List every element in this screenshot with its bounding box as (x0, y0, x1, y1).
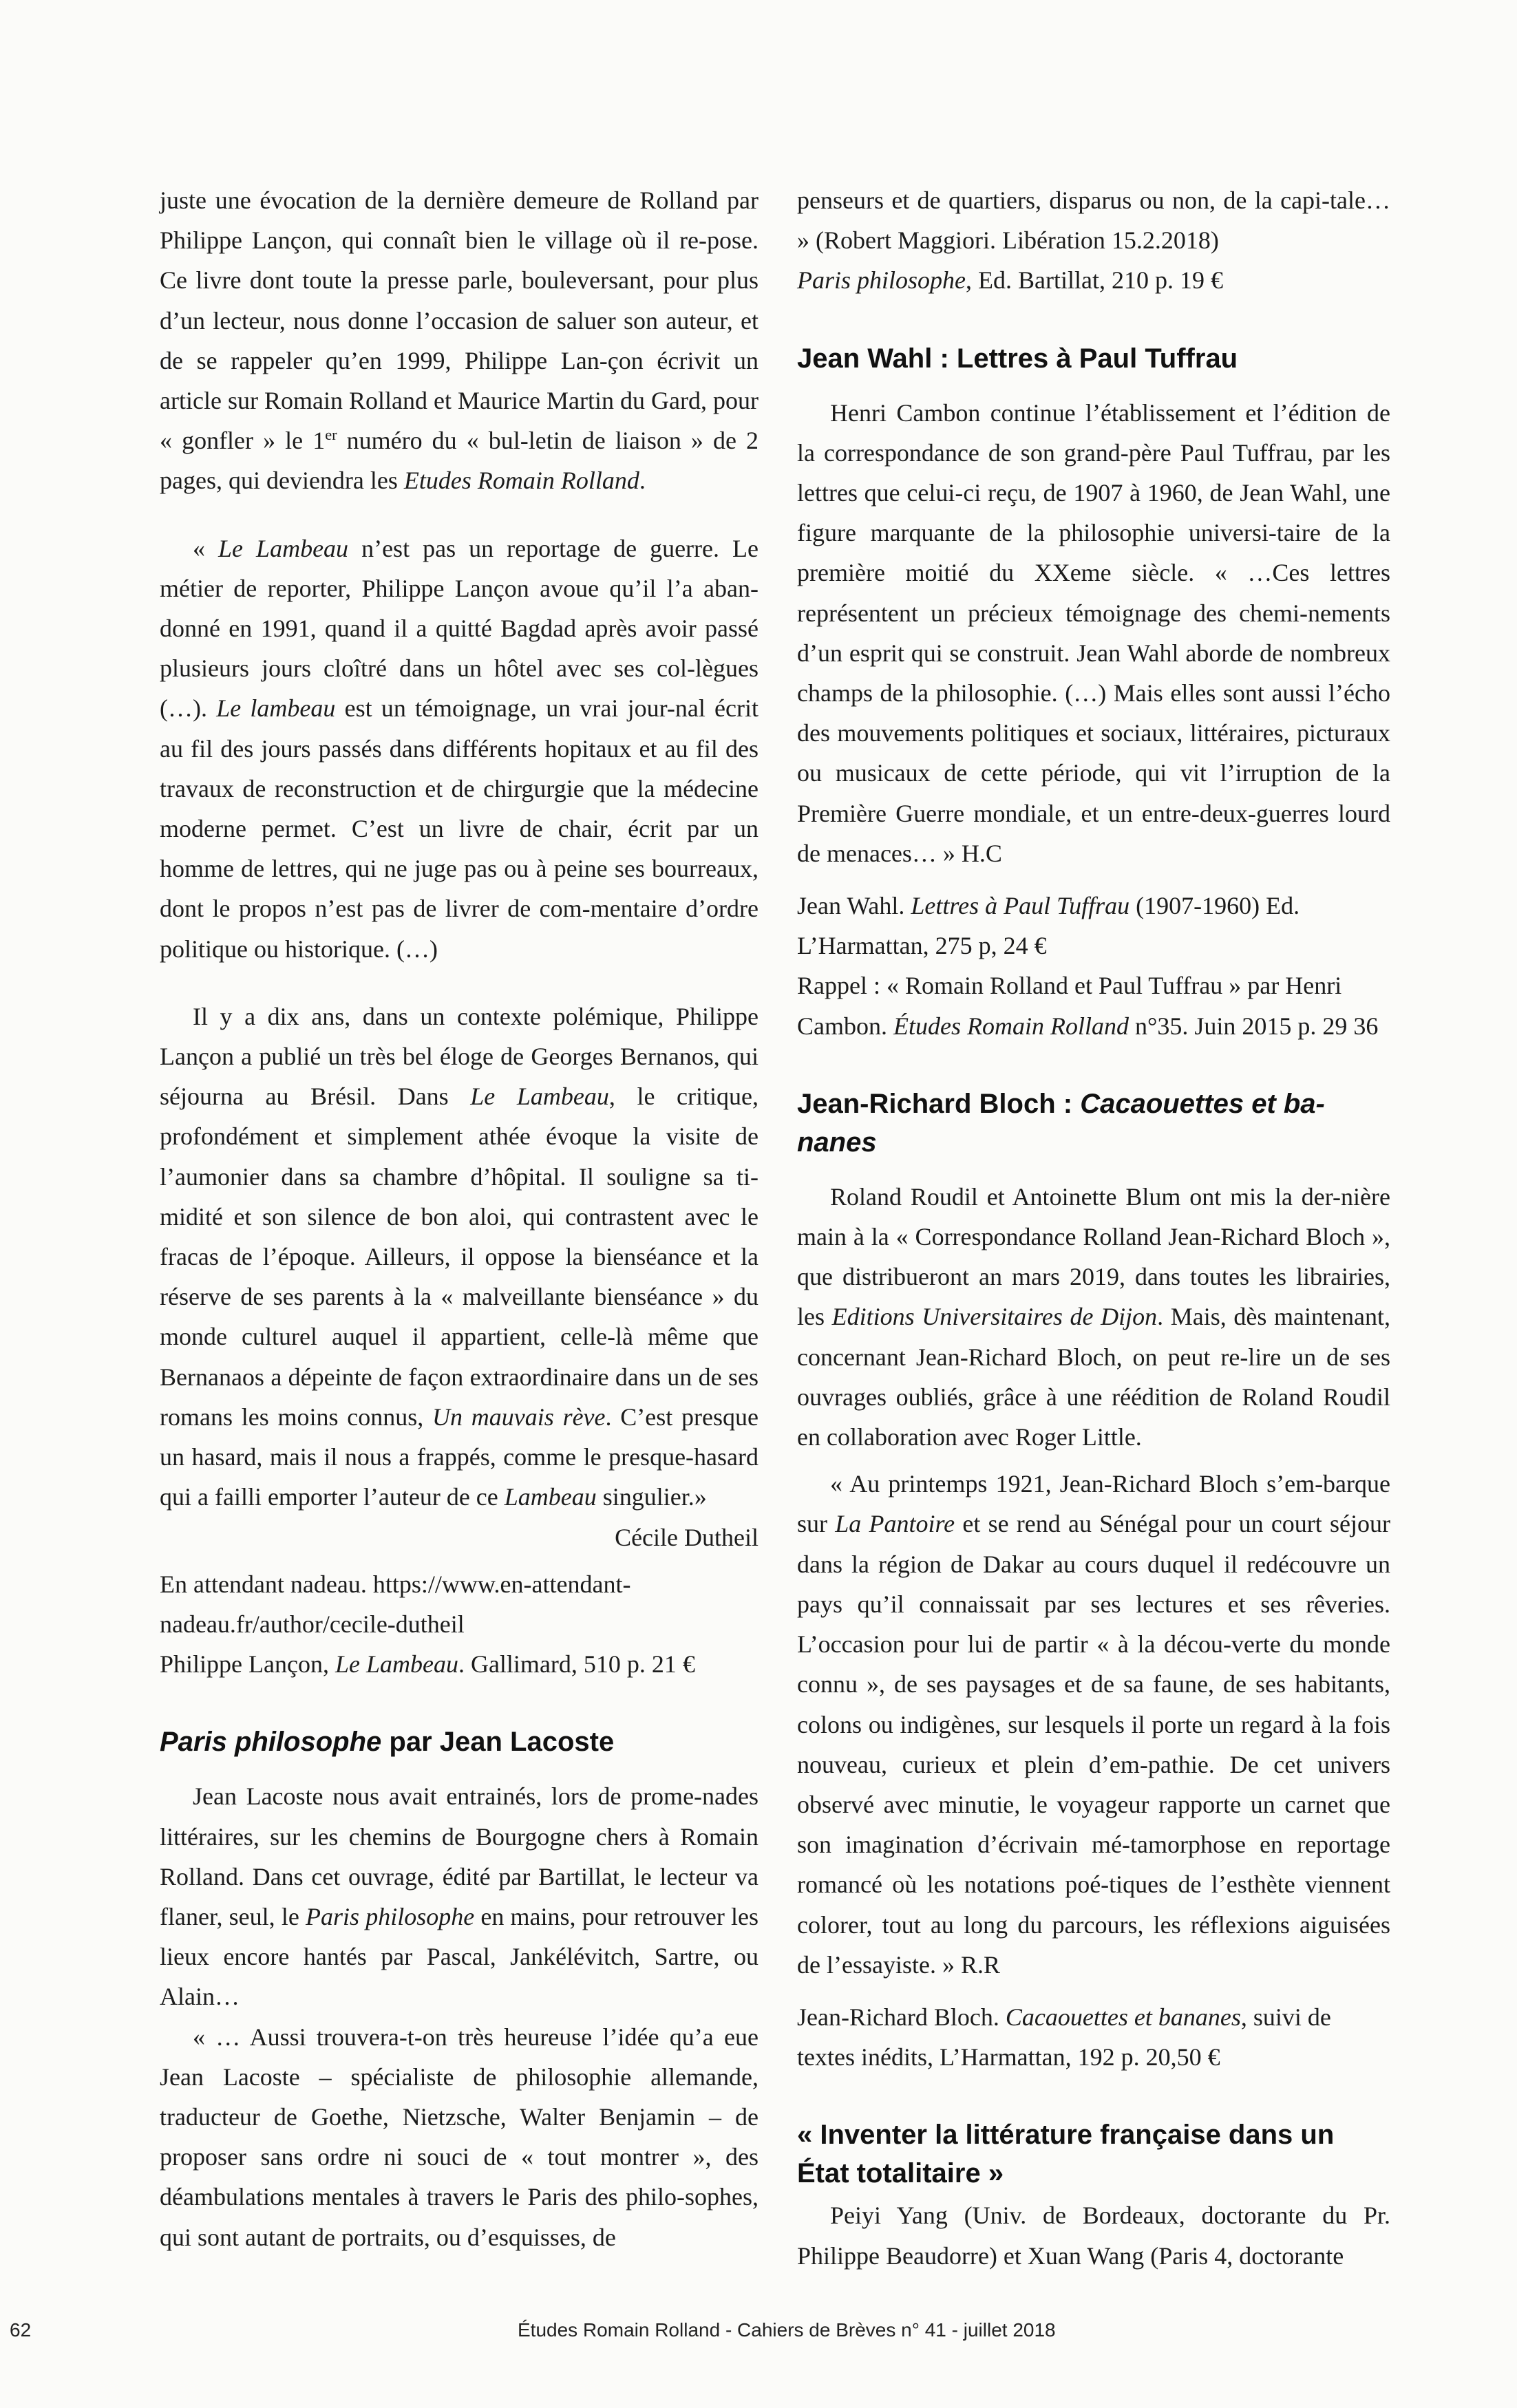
reference-bloch: Jean-Richard Bloch. Cacaouettes et bananes, suivi de textes inédits, L’Harmattan, 192 p. 20,50 € (797, 2003, 1331, 2071)
paragraph-roudil: Roland Roudil et Antoinette Blum ont mis la der-nière main à la « Correspondance Rolland Jean-Richard Bloch », que distribueront an mars 2019, dans toutes les librairies, les Editions Universitaires de Dijon. Mais, dès maintenant, concernant Jean-Richard Bloch, on peut re-lire un de ses ouvrages oubliés, grâce à une réédition de Roland Roudil en collaboration avec Roger Little. (797, 1182, 1390, 1451)
paragraph-maggiori-quote: « … Aussi trouvera-t-on très heureuse l’idée qu’a eue Jean Lacoste – spécialiste de philosophie allemande, traducteur de Goethe, Nietzsche, Walter Benjamin – de proposer sans ordre ni souci de « tout montrer », des déambulations mentales à travers le Paris des philo-sophes, qui sont autant de portraits, ou d’esquisses, de (160, 2023, 758, 2251)
paragraph-bernanos: Il y a dix ans, dans un contexte polémique, Philippe Lançon a publié un très bel éloge de Georges Bernanos, qui séjourna au Brésil. Dans Le Lambeau, le critique, profondément et simplement athée évoque la visite de l’aumonier dans sa chambre d’hôpital. Il souligne sa ti-midité et son silence de bon aloi, qui contrastent avec le fracas de l’époque. Ailleurs, il oppose la bienséance et la réserve de ses parents à la « malveillante bienséance » du monde culturel auquel il appartient, celle-là même que Bernanaos a dépeinte de façon extraordinaire dans un de ses romans les moins connus, Un mauvais rève. C’est presque un hasard, mais il nous a frappés, comme le presque-hasard qui a failli emporter l’auteur de ce Lambeau singulier.» (160, 1002, 758, 1511)
heading-inventer-litterature: « Inventer la littérature française dans un État totalitaire » (797, 2120, 1335, 2189)
paragraph-lancon-intro: juste une évocation de la dernière demeure de Rolland par Philippe Lançon, qui connaît bien le village où il re-pose. Ce livre dont toute la presse parle, bouleversant, pour plus d’un lecteur, nous donne l’occasion de saluer son auteur, et de se rappeler qu’en 1999, Philippe Lan-çon écrivit un article sur Romain Rolland et Maurice Martin du Gard, pour « gonfler » le 1er numéro du « bul-letin de liaison » de 2 pages, qui deviendra les Etudes Romain Rolland. (160, 187, 758, 495)
page-number: 62 (10, 2319, 32, 2341)
left-column (160, 180, 758, 2257)
heading-jean-wahl: Jean Wahl : Lettres à Paul Tuffrau (797, 343, 1238, 374)
paragraph-lambeau-quote: « Le Lambeau n’est pas un reportage de guerre. Le métier de reporter, Philippe Lançon avoue qu’il l’a aban-donné en 1991, quand il a quitté Bagdad après avoir passé plusieurs jours cloîtré dans un hôtel avec ses col-lègues (…). Le lambeau est un témoignage, un vrai jour-nal écrit au fil des jours passés dans différents hopitaux et au fil des travaux de reconstruction et de chirgurgie que la médecine moderne permet. C’est un livre de chair, écrit par un homme de lettres, qui ne juge pas ou à peine ses bourreaux, dont le propos n’est pas de livrer de com-mentaire d’ordre politique ou historique. (…) (160, 534, 759, 963)
reference-lambeau: En attendant nadeau. https://www.en-attendant-nadeau.fr/author/cecile-dutheil Philippe Lançon, Le Lambeau. Gallimard, 510 p. 21 € (160, 1570, 695, 1679)
paragraph-yang-wang: Peiyi Yang (Univ. de Bordeaux, doctorante du Pr. Philippe Beaudorre) et Xuan Wang (Paris 4, doctorante (797, 2202, 1390, 2270)
reference-wahl: Jean Wahl. Lettres à Paul Tuffrau (1907-1960) Ed. L’Harmattan, 275 p, 24 € Rappel : « Romain Rolland et Paul Tuffrau » par Henri Cambon. Études Romain Rolland n°35. Juin 2015 p. 29 36 (797, 892, 1379, 1040)
paragraph-maggiori-continued: penseurs et de quartiers, disparus ou non, de la capi-tale… » (Robert Maggiori. Libération 15.2.2018) (797, 187, 1390, 255)
right-column (797, 180, 1390, 2276)
signature-cecile-dutheil: Cécile Dutheil (615, 1523, 758, 1551)
paragraph-wahl: Henri Cambon continue l’établissement et l’édition de la correspondance de son grand-père Paul Tuffrau, par les lettres que celui-ci reçu, de 1907 à 1960, de Jean Wahl, une figure marquante de la philosophie universi-taire de la première moitié du XXeme siècle. « …Ces lettres représentent un précieux témoignage des chemi-nements d’un esprit qui se construit. Jean Wahl aborde de nombreux champs de la philosophie. (…) Mais elles sont aussi l’écho des mouvements politiques et sociaux, littéraires, picturaux ou musicaux de cette période, qui vit l’irruption de la Première Guerre mondiale, et un entre-deux-guerres lourd de menaces… » H.C (797, 398, 1390, 867)
page-footer (0, 2319, 1517, 2347)
paragraph-lacoste: Jean Lacoste nous avait entrainés, lors de prome-nades littéraires, sur les chemins de Bourgogne chers à Romain Rolland. Dans cet ouvrage, édité par Bartillat, le lecteur va flaner, seul, le Paris philosophe en mains, pour retrouver les lieux encore hantés par Pascal, Jankélévitch, Sartre, ou Alain… (160, 1782, 758, 2011)
reference-paris-philosophe: Paris philosophe, Ed. Bartillat, 210 p. 19 € (797, 266, 1223, 295)
paragraph-bloch-quote: « Au printemps 1921, Jean-Richard Bloch s’em-barque sur La Pantoire et se rend au Sénégal pour un court séjour dans la région de Dakar au cours duquel il redécouvre un pays qu’il connaissait par ses lectures et ses rêveries. L’occasion pour lui de partir « à la décou-verte du monde connu », de ses paysages et de sa faune, de ses habitants, colons ou indigènes, sur lesquels il porte un regard à la fois nouveau, curieux et plein d’em-pathie. De cet univers observé avec minutie, le voyageur rapporte un carnet que son imagination d’écrivain mé-tamorphose en reportage romancé où les notations poé-tiques de l’esthète viennent colorer, tout au long du parcours, les réflexions aiguisées de l’essayiste. » R.R (797, 1470, 1391, 1979)
heading-jean-richard-bloch: Jean-Richard Bloch : Cacaouettes et ba-nanes (797, 1088, 1325, 1158)
running-footer: Études Romain Rolland - Cahiers de Brèves n° 41 - juillet 2018 (518, 2319, 1056, 2341)
heading-paris-philosophe: Paris philosophe par Jean Lacoste (160, 1727, 615, 1758)
